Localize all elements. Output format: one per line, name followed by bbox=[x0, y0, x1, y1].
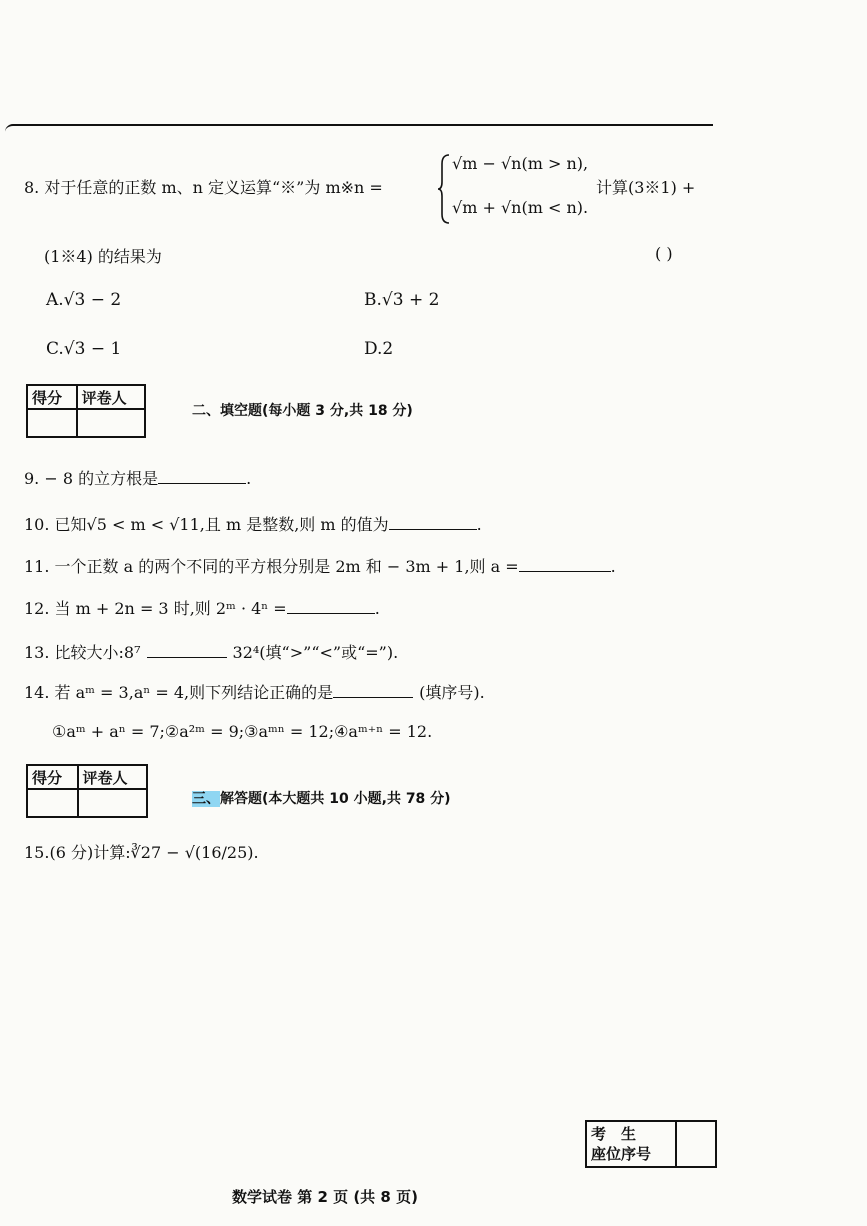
question-13 bbox=[24, 640, 398, 663]
section-3-title bbox=[192, 788, 451, 808]
q12-text: 12. 当 m + 2n = 3 时,则 2ᵐ · 4ⁿ = bbox=[24, 599, 287, 618]
score-table-2 bbox=[26, 764, 148, 818]
grader-cell[interactable] bbox=[77, 409, 145, 437]
seat-number-box bbox=[585, 1120, 717, 1168]
q8-case-2: √m + √n(m < n). bbox=[452, 198, 589, 217]
q13-text: 13. 比较大小:8⁷ bbox=[24, 643, 141, 662]
seat-label bbox=[586, 1121, 676, 1167]
q8-stem: 8. 对于任意的正数 m、n 定义运算“※”为 m※n = bbox=[24, 178, 383, 197]
seat-number-cell[interactable] bbox=[676, 1121, 716, 1167]
q11-blank[interactable] bbox=[519, 557, 611, 572]
seat-label-line-2: 座位序号 bbox=[591, 1145, 652, 1163]
page-footer: 数学试卷 第 2 页 (共 8 页) bbox=[232, 1188, 418, 1206]
section-3-prefix: 三、 bbox=[192, 791, 220, 807]
score-table bbox=[26, 384, 146, 438]
section-2-title: 二、填空题(每小题 3 分,共 18 分) bbox=[192, 403, 413, 419]
q14-text: 14. 若 aᵐ = 3,aⁿ = 4,则下列结论正确的是 bbox=[24, 683, 334, 702]
q14-blank[interactable] bbox=[333, 683, 413, 698]
question-9 bbox=[24, 466, 251, 489]
q12-end: . bbox=[374, 599, 380, 618]
score-cell[interactable] bbox=[27, 409, 77, 437]
q10-end: . bbox=[476, 515, 482, 534]
piecewise-brace bbox=[438, 154, 450, 224]
score-label: 得分 bbox=[27, 385, 77, 409]
q12-blank[interactable] bbox=[287, 599, 375, 614]
q10-text: 10. 已知√5 < m < √11,且 m 是整数,则 m 的值为 bbox=[24, 515, 389, 534]
q11-end: . bbox=[610, 557, 616, 576]
section-3-text: 解答题(本大题共 10 小题,共 78 分) bbox=[220, 791, 451, 807]
option-b: B.√3 + 2 bbox=[364, 290, 440, 310]
q8-line-2: (1※4) 的结果为 bbox=[44, 247, 162, 266]
option-a: A.√3 − 2 bbox=[46, 290, 122, 310]
grader-label: 评卷人 bbox=[78, 765, 147, 789]
seat-label-line-1: 考 生 bbox=[591, 1125, 637, 1143]
q11-text: 11. 一个正数 a 的两个不同的平方根分别是 2m 和 − 3m + 1,则 a = bbox=[24, 557, 519, 576]
answer-bracket: ( ) bbox=[655, 244, 673, 263]
q10-blank[interactable] bbox=[389, 515, 477, 530]
question-12 bbox=[24, 596, 380, 619]
option-c: C.√3 − 1 bbox=[46, 339, 122, 359]
q8-tail: 计算(3※1) + bbox=[596, 178, 696, 197]
top-rule bbox=[5, 124, 713, 132]
q9-end: . bbox=[246, 469, 252, 488]
grader-label: 评卷人 bbox=[77, 385, 145, 409]
q8-case-1: √m − √n(m > n), bbox=[452, 154, 589, 173]
q9-blank[interactable] bbox=[158, 469, 246, 484]
question-10 bbox=[24, 512, 482, 535]
q13-end: 32⁴(填“>”“<”或“=”). bbox=[232, 643, 399, 662]
q14-end: (填序号). bbox=[419, 683, 485, 702]
option-d: D.2 bbox=[364, 339, 394, 359]
q14-options: ①aᵐ + aⁿ = 7;②a²ᵐ = 9;③aᵐⁿ = 12;④aᵐ⁺ⁿ = 12. bbox=[52, 722, 433, 741]
grader-cell[interactable] bbox=[78, 789, 147, 817]
q13-blank[interactable] bbox=[147, 643, 227, 658]
question-11 bbox=[24, 554, 616, 577]
score-label: 得分 bbox=[27, 765, 78, 789]
score-cell[interactable] bbox=[27, 789, 78, 817]
question-14 bbox=[24, 680, 485, 703]
question-15: 15.(6 分)计算:∛27 − √(16/25). bbox=[24, 843, 259, 862]
q9-text: 9. − 8 的立方根是 bbox=[24, 469, 159, 488]
